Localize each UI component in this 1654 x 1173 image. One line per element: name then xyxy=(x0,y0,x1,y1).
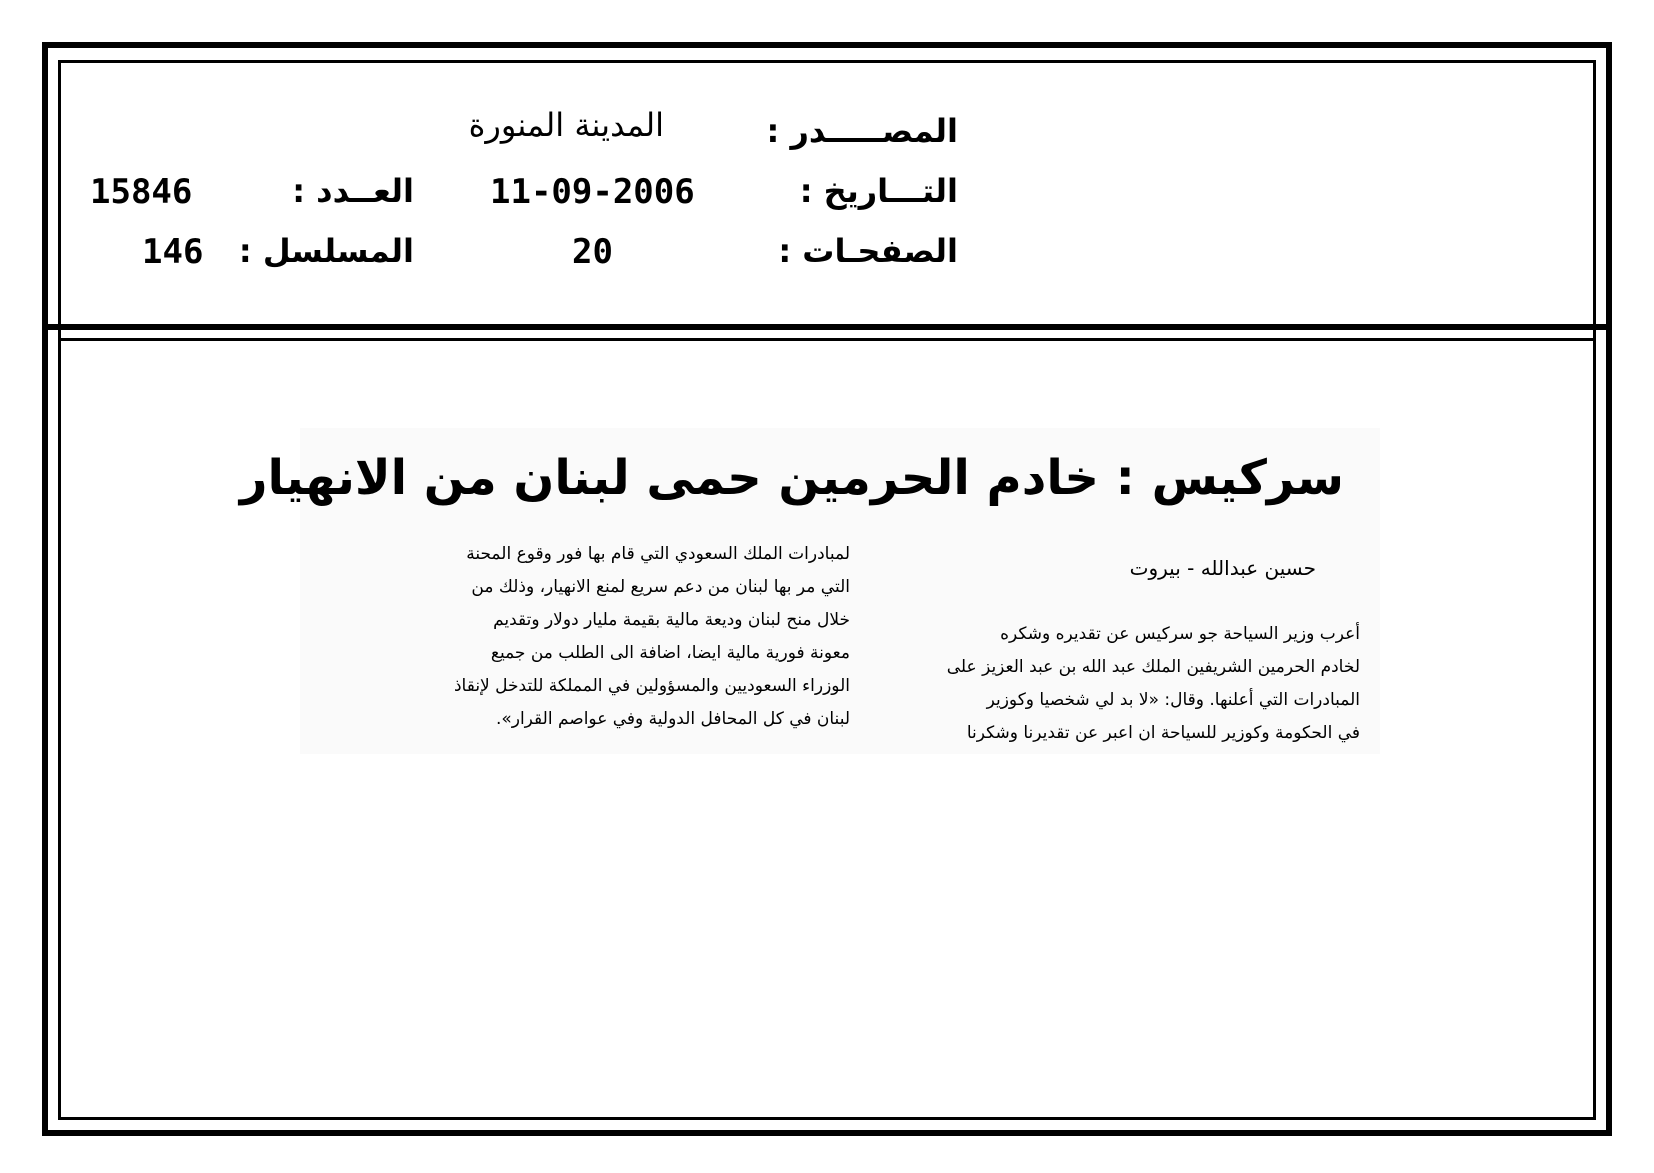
newspaper-clipping xyxy=(239,428,1380,754)
article-line: معونة فورية مالية ايضا، اضافة الى الطلب من جميع xyxy=(490,643,850,663)
issue-value: 15846 xyxy=(90,172,193,212)
header-divider xyxy=(42,324,1612,330)
article-line: لبنان في كل المحافل الدولية وفي عواصم القرار». xyxy=(495,709,850,729)
header-divider-inner xyxy=(58,338,1596,341)
article-column-left xyxy=(320,538,850,736)
pages-value: 20 xyxy=(572,232,613,272)
issue-label: العــدد : xyxy=(292,172,414,210)
source-value: المدينة المنورة xyxy=(468,106,664,144)
article-line: خلال منح لبنان وديعة مالية بقيمة مليار دولار وتقديم xyxy=(493,610,850,630)
article-line: المبادرات التي أعلنها. وقال: «لا بد لي شخصيا وكوزير xyxy=(986,690,1360,710)
pages-label: الصفحـات : xyxy=(778,232,958,270)
source-label: المصـــــدر : xyxy=(766,112,958,150)
article-line: في الحكومة وكوزير للسياحة ان اعبر عن تقديرنا وشكرنا xyxy=(966,723,1360,743)
article-headline: سركيس : خادم الحرمين حمى لبنان من الانهيار xyxy=(239,450,1344,506)
article-byline: حسين عبدالله - بيروت xyxy=(1129,556,1316,580)
date-value: 11-09-2006 xyxy=(490,172,695,212)
serial-value: 146 xyxy=(142,232,204,272)
article-line: لخادم الحرمين الشريفين الملك عبد الله بن عبد العزيز على xyxy=(946,657,1360,677)
article-line: التي مر بها لبنان من دعم سريع لمنع الانهيار، وذلك من xyxy=(471,577,850,597)
article-line: الوزراء السعوديين والمسؤولين في المملكة للتدخل لإنقاذ xyxy=(453,676,850,696)
article-line: لمبادرات الملك السعودي التي قام بها فور وقوع المحنة xyxy=(466,544,850,564)
article-line: أعرب وزير السياحة جو سركيس عن تقديره وشكره xyxy=(1000,624,1360,644)
article-column-right xyxy=(880,618,1360,750)
serial-label: المسلسل : xyxy=(238,232,414,270)
date-label: التـــاريخ : xyxy=(799,172,958,210)
